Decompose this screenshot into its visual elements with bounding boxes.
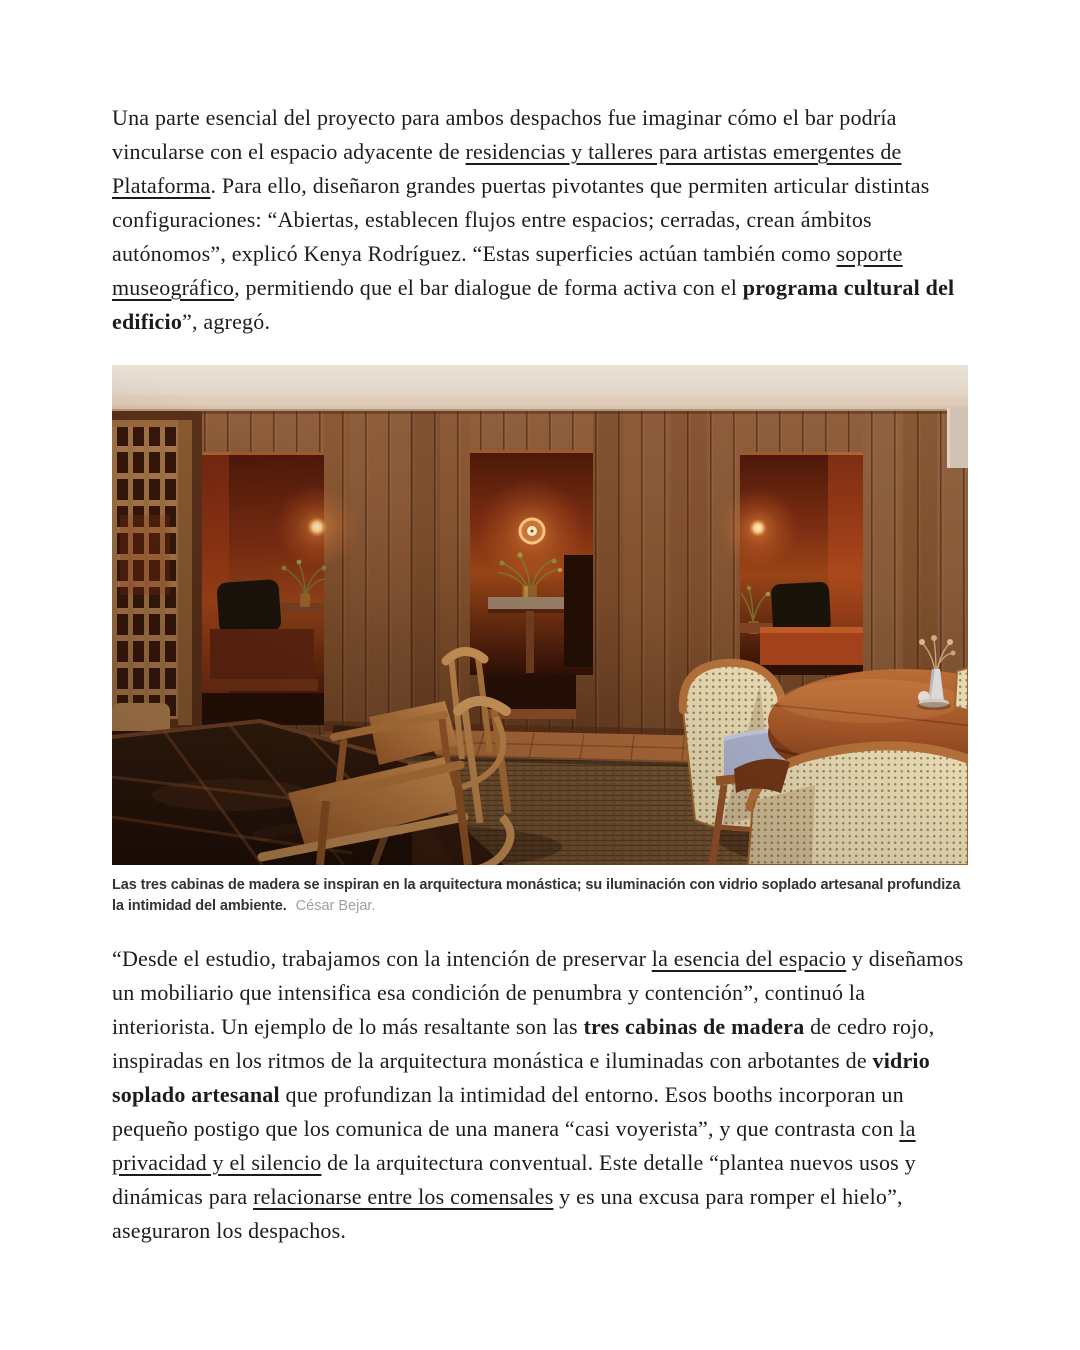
link-privacidad-silencio[interactable]: la privacidad y el silencio [112,1116,916,1175]
article-content [112,0,968,1248]
link-relacionarse-comensales[interactable]: relacionarse entre los comensales [253,1184,554,1209]
figure-caption [112,875,968,917]
link-soporte-museografico[interactable]: soporte museográfico [112,241,903,300]
paragraph-text: ”, agregó. [182,309,271,334]
paragraph-1 [112,101,968,339]
article-figure [112,365,968,917]
paragraph-2 [112,942,968,1248]
paragraph-text: Una parte esencial del proyecto para ambos despachos fue imaginar cómo el bar podría vincularse con el espacio adyacente de [112,105,897,164]
paragraph-text: de cedro rojo, inspiradas en los ritmos de la arquitectura monástica e iluminadas con arbotantes de [112,1014,935,1073]
photo-credit: César Bejar. [295,898,376,914]
paragraph-text: y es una excusa para romper el hielo”, aseguraron los despachos. [112,1184,903,1243]
paragraph-text: de la arquitectura conventual. Este detalle “plantea nuevos usos y dinámicas para [112,1150,916,1209]
bold-programa-cultural: programa cultural del edificio [112,275,955,334]
paragraph-text: , permitiendo que el bar dialogue de forma activa con el [234,275,743,300]
link-residencias-plataforma[interactable]: residencias y talleres para artistas emergentes de Plataforma [112,139,902,198]
paragraph-text: . Para ello, diseñaron grandes puertas pivotantes que permiten articular distintas configuraciones: “Abiertas, establecen flujos entre espacios; cerradas, crean ámbitos autónomos”, explicó Kenya Rodríguez. “Estas superficies actúan también como [112,173,930,266]
photo-illustration [112,365,968,865]
bold-tres-cabinas: tres cabinas de madera [583,1014,805,1039]
paragraph-text: y diseñamos un mobiliario que intensifica esa condición de penumbra y contención”, continuó la interiorista. Un ejemplo de lo más resaltante son las [112,946,964,1039]
caption-text: Las tres cabinas de madera se inspiran en la arquitectura monástica; su iluminación con vidrio soplado artesanal profundiza la intimidad del ambiente. [112,877,961,914]
paragraph-text: “Desde el estudio, trabajamos con la intención de preservar [112,946,652,971]
paragraph-text: que profundizan la intimidad del entorno. Esos booths incorporan un pequeño postigo que los comunica de una manera “casi voyerista”, y que contrasta con [112,1082,904,1141]
link-esencia-del-espacio[interactable]: la esencia del espacio [651,946,847,971]
article-photo [112,365,968,865]
bold-vidrio-soplado: vidrio soplado artesanal [112,1048,930,1107]
